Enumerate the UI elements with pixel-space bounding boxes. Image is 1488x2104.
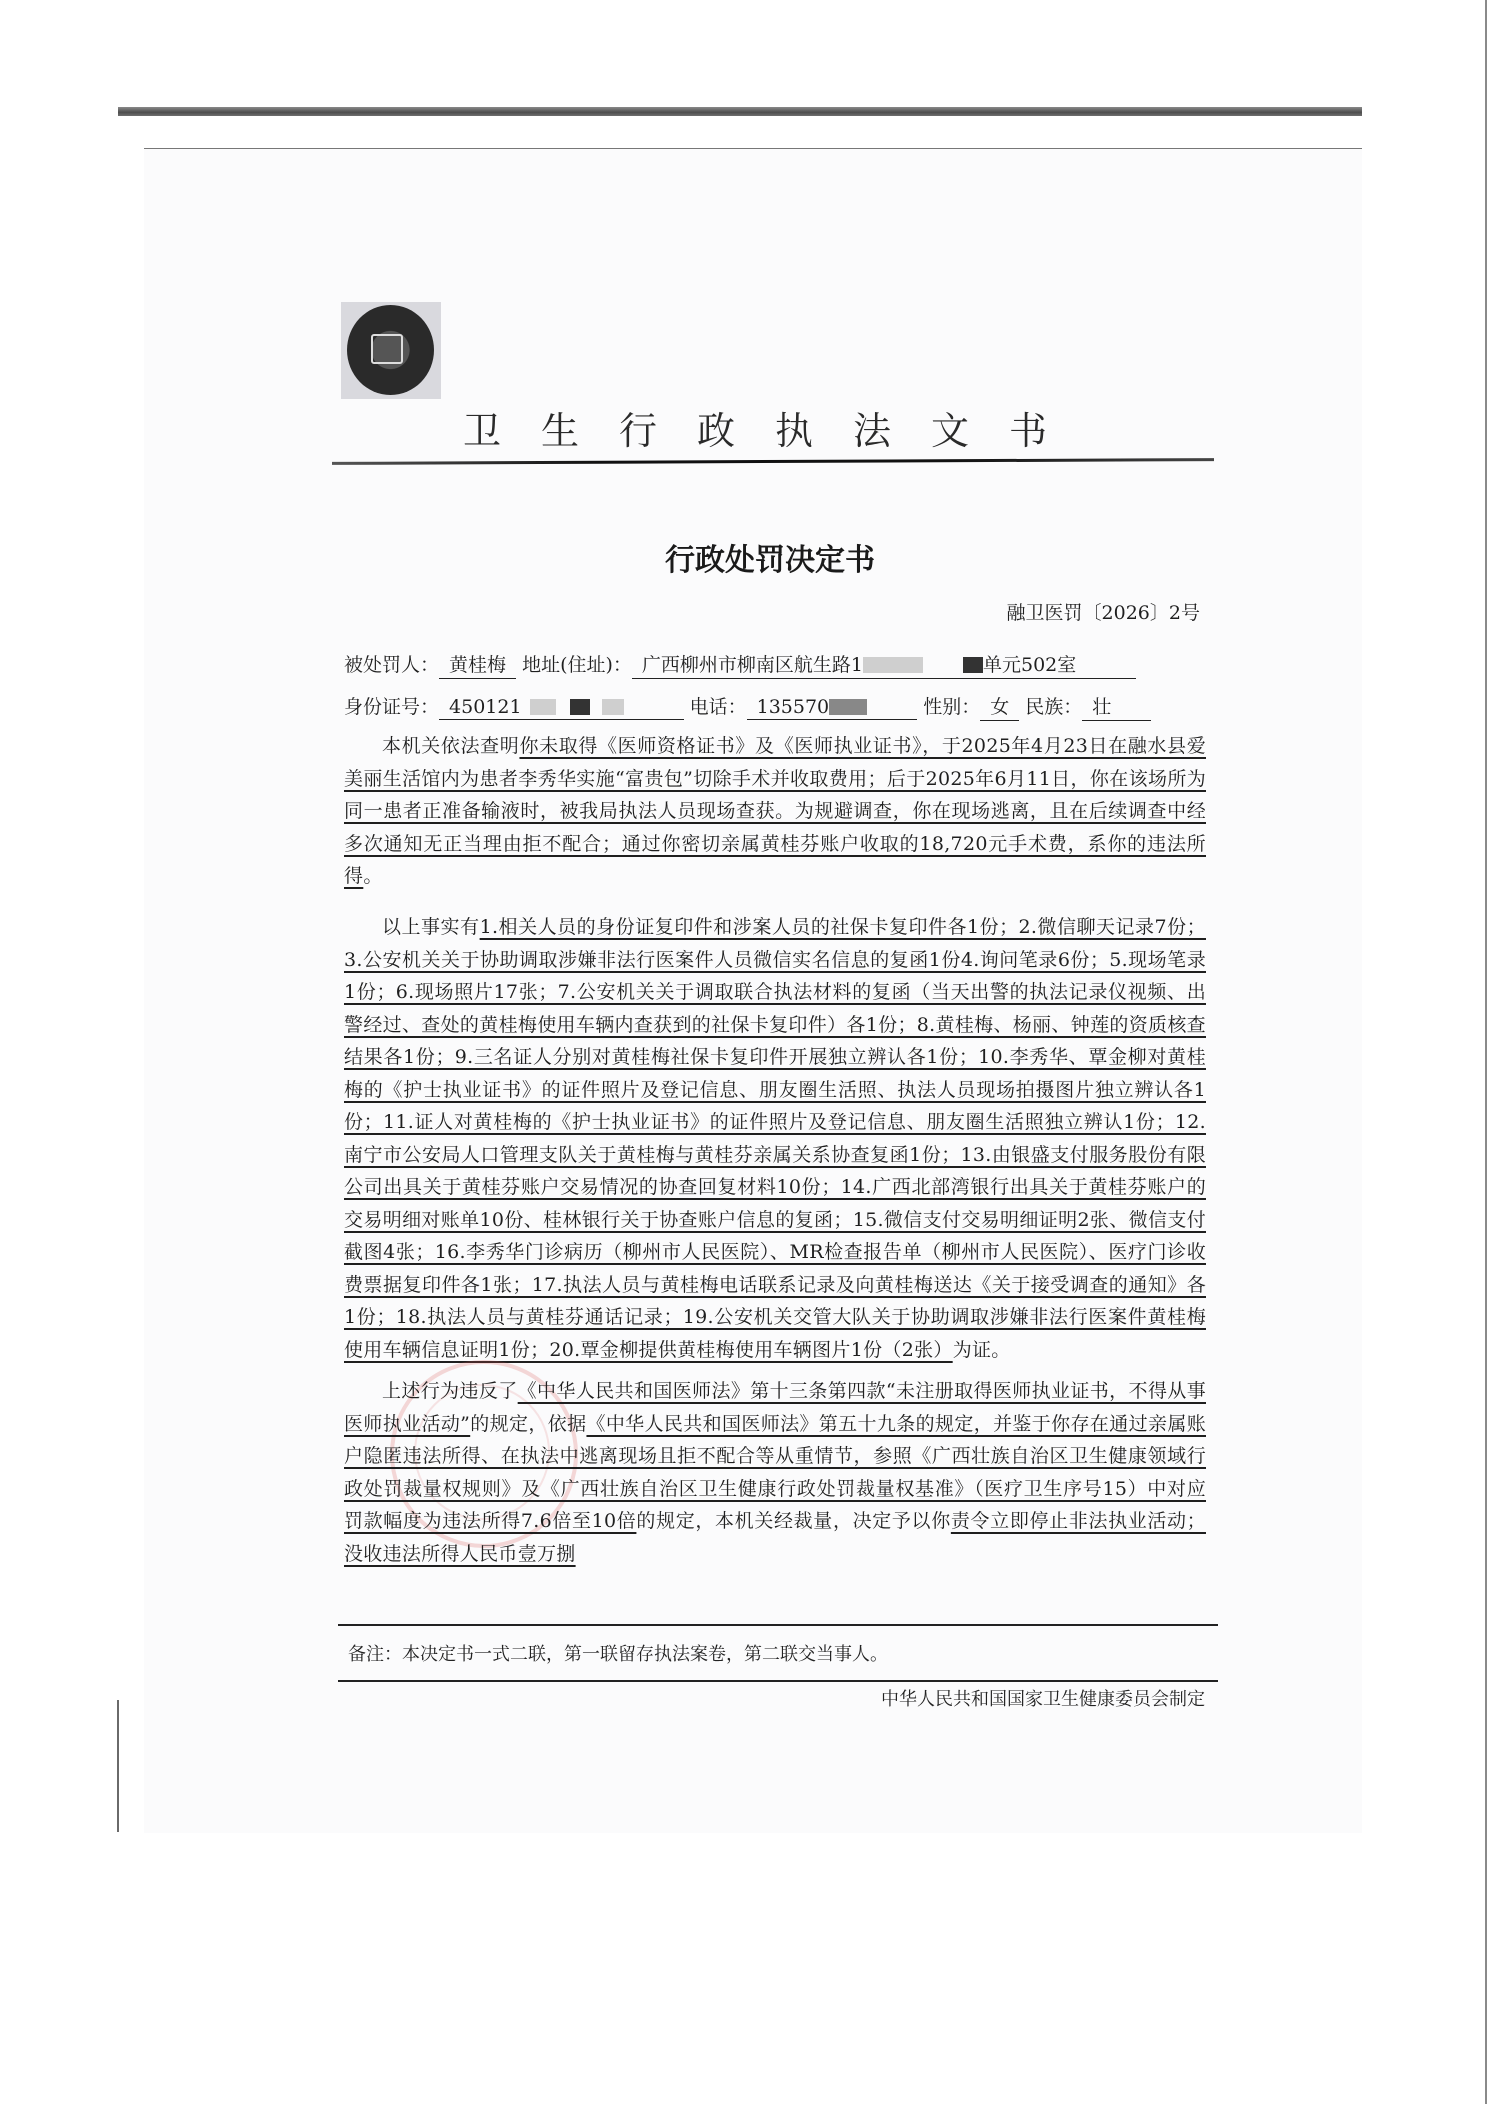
penalty-decision: 责令立即停止非法执业活动；没收违法所得人民币壹万捌 xyxy=(344,1510,1206,1565)
decision-connector: 的规定，本机关经裁量，决定予以你 xyxy=(636,1510,951,1532)
facts-paragraph xyxy=(344,730,1206,893)
evidence-paragraph xyxy=(344,911,1206,1366)
party-gender: 女 xyxy=(980,692,1019,721)
redaction-block xyxy=(602,699,624,715)
address-suffix: 单元502室 xyxy=(983,654,1077,676)
redaction-gap xyxy=(923,657,963,673)
document-masthead: 卫生行政执法文书 xyxy=(462,409,1087,453)
basis-connector: 的规定，依据 xyxy=(470,1412,587,1435)
violated-law: 《中华人民共和国医师法》第十三条第四款“未注册取得医师执业证书，不得从事医师执业活动” xyxy=(344,1380,1206,1435)
redaction-block xyxy=(829,699,867,715)
document-note: 备注：本决定书一式二联，第一联留存执法案卷，第二联交当事人。 xyxy=(348,1644,888,1665)
party-address xyxy=(632,650,1136,679)
note-divider-bottom xyxy=(338,1680,1218,1682)
id-prefix: 450121 xyxy=(449,696,522,718)
gender-label: 性别： xyxy=(923,696,981,718)
facts-tail: 。 xyxy=(363,865,383,887)
note-divider-top xyxy=(338,1624,1218,1626)
evidence-lead: 以上事实有 xyxy=(382,916,480,938)
facts-findings: 你未取得《医师资格证书》及《医师执业证书》，于2025年4月23日在融水县爱美丽生活馆内为患者李秀华实施“富贵包”切除手术并收取费用；后于2025年6月11日，你在该场所为同一患者正准备输液时，被我局执法人员现场查获。为规避调查，你在现场逃离，且在后续调查中经多次通知无正当理由拒不配合；通过你密切亲属黄桂芬账户收取的18,720元手术费，系你的违法所得 xyxy=(344,735,1206,887)
decision-paragraph xyxy=(344,1375,1206,1570)
redaction-block xyxy=(570,699,590,715)
document-number: 融卫医罚〔2026〕2号 xyxy=(1006,602,1200,624)
page-left-edge xyxy=(117,1700,119,1832)
redaction-block xyxy=(863,657,923,673)
evidence-tail: 为证。 xyxy=(952,1338,1011,1361)
document-title: 行政处罚决定书 xyxy=(665,543,875,578)
party-row-1 xyxy=(344,650,1136,679)
scan-edge-line xyxy=(1485,0,1487,2104)
phone-label: 电话： xyxy=(689,696,747,718)
party-name: 黄桂梅 xyxy=(439,650,516,679)
violation-lead: 上述行为违反了 xyxy=(382,1380,518,1402)
ethnicity-label: 民族： xyxy=(1025,696,1083,718)
party-row-2 xyxy=(344,692,1151,721)
redaction-block xyxy=(530,699,556,715)
id-label: 身份证号： xyxy=(344,696,440,718)
issuing-authority: 中华人民共和国国家卫生健康委员会制定 xyxy=(881,1689,1205,1710)
redaction-block xyxy=(963,657,983,673)
address-label: 地址(住址)： xyxy=(522,654,632,676)
address-prefix: 广西柳州市柳南区航生路1 xyxy=(641,654,863,676)
party-id xyxy=(439,696,684,720)
party-name-label: 被处罚人： xyxy=(344,654,440,676)
facts-lead: 本机关依法查明 xyxy=(382,735,520,757)
phone-prefix: 135570 xyxy=(756,696,830,718)
scanner-top-bar xyxy=(118,107,1362,116)
legal-basis: 《中华人民共和国医师法》第五十九条的规定，并鉴于你存在通过亲属账户隐匿违法所得、在执法中逃离现场且拒不配合等从重情节，参照《广西壮族自治区卫生健康领域行政处罚裁量权规则》及《广西壮族自治区卫生健康行政处罚裁量权基准》（医疗卫生序号15）中对应罚款幅度为违法所得7.6倍至10倍 xyxy=(344,1412,1206,1532)
party-ethnicity: 壮 xyxy=(1082,692,1151,721)
emblem-center xyxy=(371,334,403,364)
national-emblem-icon xyxy=(341,302,441,399)
party-phone xyxy=(747,696,918,720)
evidence-list: 1.相关人员的身份证复印件和涉案人员的社保卡复印件各1份；2.微信聊天记录7份；3.公安机关关于协助调取涉嫌非法行医案件人员微信实名信息的复函1份4.询问笔录6份；5.现场笔录1份；6.现场照片17张；7.公安机关关于调取联合执法材料的复函（当天出警的执法记录仪视频、出警经过、查处的黄桂梅使用车辆内查获到的社保卡复印件）各1份；8.黄桂梅、杨丽、钟莲的资质核查结果各1份；9.三名证人分别对黄桂梅社保卡复印件开展独立辨认各1份；10.李秀华、覃金柳对黄桂梅的《护士执业证书》的证件照片及登记信息、朋友圈生活照、执法人员现场拍摄图片独立辨认各1份；11.证人对黄桂梅的《护士执业证书》的证件照片及登记信息、朋友圈生活照独立辨认1份；12.南宁市公安局人口管理支队关于黄桂梅与黄桂芬亲属关系协查复函1份；13.由银盛支付服务股份有限公司出具关于黄桂芬账户交易情况的协查回复材料10份；14.广西北部湾银行出具关于黄桂芬账户的交易明细对账单10份、桂林银行关于协查账户信息的复函；15.微信支付交易明细证明2张、微信支付截图4张；16.李秀华门诊病历（柳州市人民医院）、MR检查报告单（柳州市人民医院）、医疗门诊收费票据复印件各1张；17.执法人员与黄桂梅电话联系记录及向黄桂梅送达《关于接受调查的通知》各1份；18.执法人员与黄桂芬通话记录；19.公安机关交管大队关于协助调取涉嫌非法行医案件黄桂梅使用车辆信息证明1份；20.覃金柳提供黄桂梅使用车辆图片1份（2张） xyxy=(344,916,1206,1361)
